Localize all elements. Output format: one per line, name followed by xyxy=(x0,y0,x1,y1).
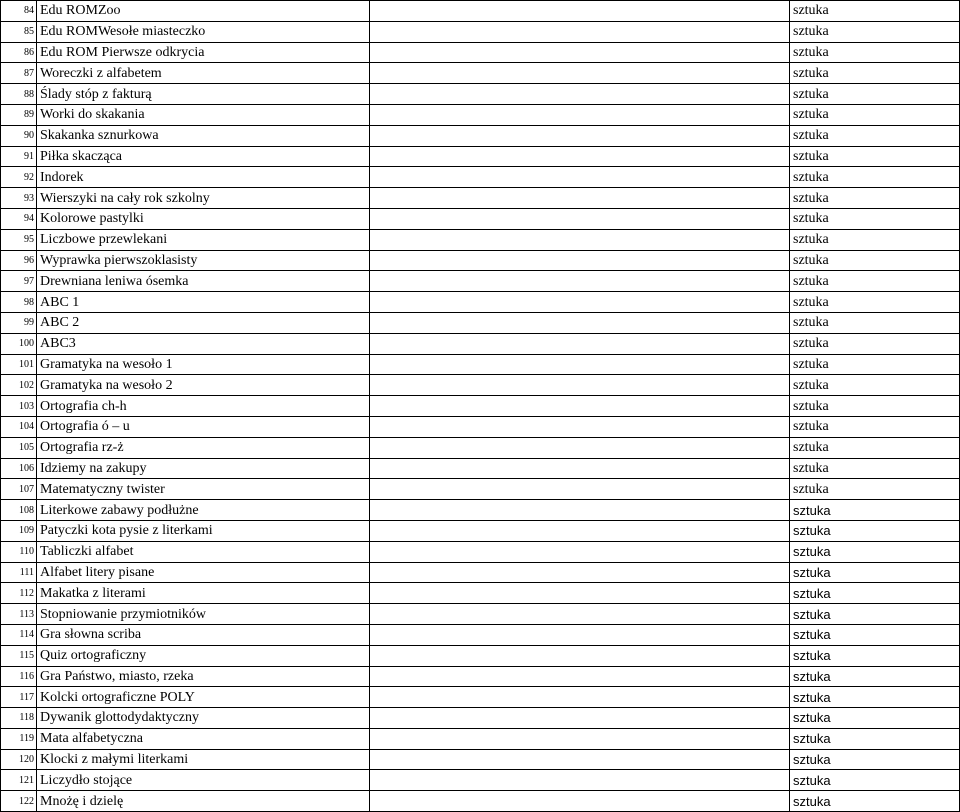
item-name: Gra Państwo, miasto, rzeka xyxy=(37,666,370,687)
item-name: Ortografia ch-h xyxy=(37,396,370,417)
item-unit: sztuka xyxy=(790,167,960,188)
item-unit: sztuka xyxy=(790,146,960,167)
item-unit: sztuka xyxy=(790,541,960,562)
table-row xyxy=(1,354,960,375)
row-number: 97 xyxy=(1,271,37,292)
item-name: Quiz ortograficzny xyxy=(37,645,370,666)
table-row xyxy=(1,541,960,562)
table-row xyxy=(1,125,960,146)
item-name: Tabliczki alfabet xyxy=(37,541,370,562)
item-name: Matematyczny twister xyxy=(37,479,370,500)
row-number: 89 xyxy=(1,104,37,125)
table-row xyxy=(1,396,960,417)
empty-cell xyxy=(370,271,790,292)
empty-cell xyxy=(370,208,790,229)
row-number: 122 xyxy=(1,791,37,812)
row-number: 85 xyxy=(1,21,37,42)
table-row xyxy=(1,146,960,167)
item-name: Kolorowe pastylki xyxy=(37,208,370,229)
table-row xyxy=(1,229,960,250)
empty-cell xyxy=(370,354,790,375)
table-row xyxy=(1,104,960,125)
item-unit: sztuka xyxy=(790,1,960,22)
empty-cell xyxy=(370,749,790,770)
row-number: 96 xyxy=(1,250,37,271)
row-number: 105 xyxy=(1,437,37,458)
item-name: Ślady stóp z fakturą xyxy=(37,84,370,105)
row-number: 98 xyxy=(1,292,37,313)
row-number: 99 xyxy=(1,312,37,333)
item-unit: sztuka xyxy=(790,749,960,770)
item-unit: sztuka xyxy=(790,208,960,229)
item-name: Makatka z literami xyxy=(37,583,370,604)
table-row xyxy=(1,188,960,209)
empty-cell xyxy=(370,437,790,458)
row-number: 87 xyxy=(1,63,37,84)
table-row xyxy=(1,21,960,42)
row-number: 94 xyxy=(1,208,37,229)
table-row xyxy=(1,624,960,645)
table-row xyxy=(1,749,960,770)
row-number: 111 xyxy=(1,562,37,583)
item-name: Gra słowna scriba xyxy=(37,624,370,645)
item-name: ABC 1 xyxy=(37,292,370,313)
row-number: 104 xyxy=(1,416,37,437)
row-number: 88 xyxy=(1,84,37,105)
empty-cell xyxy=(370,229,790,250)
item-name: Edu ROMZoo xyxy=(37,1,370,22)
item-unit: sztuka xyxy=(790,520,960,541)
item-unit: sztuka xyxy=(790,604,960,625)
table-row xyxy=(1,562,960,583)
item-unit: sztuka xyxy=(790,250,960,271)
row-number: 112 xyxy=(1,583,37,604)
table-row xyxy=(1,604,960,625)
table-row xyxy=(1,500,960,521)
table-row xyxy=(1,687,960,708)
item-unit: sztuka xyxy=(790,500,960,521)
row-number: 107 xyxy=(1,479,37,500)
empty-cell xyxy=(370,583,790,604)
row-number: 113 xyxy=(1,604,37,625)
item-table-body xyxy=(1,1,960,812)
row-number: 91 xyxy=(1,146,37,167)
item-unit: sztuka xyxy=(790,624,960,645)
item-unit: sztuka xyxy=(790,333,960,354)
empty-cell xyxy=(370,520,790,541)
table-row xyxy=(1,479,960,500)
item-unit: sztuka xyxy=(790,728,960,749)
row-number: 116 xyxy=(1,666,37,687)
row-number: 119 xyxy=(1,728,37,749)
empty-cell xyxy=(370,396,790,417)
item-unit: sztuka xyxy=(790,437,960,458)
item-name: Indorek xyxy=(37,167,370,188)
empty-cell xyxy=(370,167,790,188)
empty-cell xyxy=(370,791,790,812)
item-name: Literkowe zabawy podłużne xyxy=(37,500,370,521)
empty-cell xyxy=(370,188,790,209)
item-name: Woreczki z alfabetem xyxy=(37,63,370,84)
item-name: Idziemy na zakupy xyxy=(37,458,370,479)
row-number: 117 xyxy=(1,687,37,708)
item-name: Liczbowe przewlekani xyxy=(37,229,370,250)
item-unit: sztuka xyxy=(790,666,960,687)
empty-cell xyxy=(370,666,790,687)
item-name: Skakanka sznurkowa xyxy=(37,125,370,146)
item-name: Mata alfabetyczna xyxy=(37,728,370,749)
item-name: Worki do skakania xyxy=(37,104,370,125)
empty-cell xyxy=(370,708,790,729)
item-unit: sztuka xyxy=(790,21,960,42)
row-number: 121 xyxy=(1,770,37,791)
row-number: 93 xyxy=(1,188,37,209)
empty-cell xyxy=(370,292,790,313)
empty-cell xyxy=(370,63,790,84)
item-name: Mnożę i dzielę xyxy=(37,791,370,812)
item-unit: sztuka xyxy=(790,645,960,666)
item-name: Dywanik glottodydaktyczny xyxy=(37,708,370,729)
empty-cell xyxy=(370,624,790,645)
empty-cell xyxy=(370,604,790,625)
item-unit: sztuka xyxy=(790,354,960,375)
item-name: Liczydło stojące xyxy=(37,770,370,791)
empty-cell xyxy=(370,125,790,146)
item-unit: sztuka xyxy=(790,458,960,479)
item-name: Stopniowanie przymiotników xyxy=(37,604,370,625)
item-unit: sztuka xyxy=(790,63,960,84)
table-row xyxy=(1,1,960,22)
item-name: Gramatyka na wesoło 2 xyxy=(37,375,370,396)
row-number: 102 xyxy=(1,375,37,396)
empty-cell xyxy=(370,770,790,791)
empty-cell xyxy=(370,645,790,666)
table-row xyxy=(1,208,960,229)
empty-cell xyxy=(370,333,790,354)
item-name: Ortografia rz-ż xyxy=(37,437,370,458)
table-row xyxy=(1,708,960,729)
empty-cell xyxy=(370,479,790,500)
item-unit: sztuka xyxy=(790,104,960,125)
table-row xyxy=(1,84,960,105)
item-unit: sztuka xyxy=(790,229,960,250)
table-row xyxy=(1,333,960,354)
table-row xyxy=(1,250,960,271)
empty-cell xyxy=(370,21,790,42)
empty-cell xyxy=(370,104,790,125)
row-number: 84 xyxy=(1,1,37,22)
empty-cell xyxy=(370,562,790,583)
row-number: 95 xyxy=(1,229,37,250)
item-unit: sztuka xyxy=(790,292,960,313)
empty-cell xyxy=(370,1,790,22)
row-number: 108 xyxy=(1,500,37,521)
empty-cell xyxy=(370,458,790,479)
row-number: 86 xyxy=(1,42,37,63)
empty-cell xyxy=(370,312,790,333)
table-row xyxy=(1,292,960,313)
item-unit: sztuka xyxy=(790,42,960,63)
table-row xyxy=(1,63,960,84)
item-unit: sztuka xyxy=(790,687,960,708)
item-name: Edu ROMWesołe miasteczko xyxy=(37,21,370,42)
item-name: Edu ROM Pierwsze odkrycia xyxy=(37,42,370,63)
item-name: Piłka skacząca xyxy=(37,146,370,167)
table-row xyxy=(1,645,960,666)
row-number: 110 xyxy=(1,541,37,562)
empty-cell xyxy=(370,687,790,708)
row-number: 120 xyxy=(1,749,37,770)
item-name: Gramatyka na wesoło 1 xyxy=(37,354,370,375)
empty-cell xyxy=(370,728,790,749)
item-unit: sztuka xyxy=(790,583,960,604)
item-unit: sztuka xyxy=(790,562,960,583)
row-number: 92 xyxy=(1,167,37,188)
row-number: 118 xyxy=(1,708,37,729)
item-unit: sztuka xyxy=(790,479,960,500)
item-name: Alfabet litery pisane xyxy=(37,562,370,583)
item-name: ABC 2 xyxy=(37,312,370,333)
table-row xyxy=(1,791,960,812)
item-unit: sztuka xyxy=(790,396,960,417)
item-unit: sztuka xyxy=(790,188,960,209)
table-row xyxy=(1,437,960,458)
row-number: 115 xyxy=(1,645,37,666)
item-name: Ortografia ó – u xyxy=(37,416,370,437)
item-unit: sztuka xyxy=(790,791,960,812)
item-name: ABC3 xyxy=(37,333,370,354)
row-number: 90 xyxy=(1,125,37,146)
item-unit: sztuka xyxy=(790,312,960,333)
row-number: 103 xyxy=(1,396,37,417)
row-number: 100 xyxy=(1,333,37,354)
item-name: Wyprawka pierwszoklasisty xyxy=(37,250,370,271)
row-number: 114 xyxy=(1,624,37,645)
item-name: Kolcki ortograficzne POLY xyxy=(37,687,370,708)
item-unit: sztuka xyxy=(790,375,960,396)
table-row xyxy=(1,42,960,63)
table-row xyxy=(1,583,960,604)
empty-cell xyxy=(370,250,790,271)
item-name: Drewniana leniwa ósemka xyxy=(37,271,370,292)
table-row xyxy=(1,666,960,687)
table-row xyxy=(1,167,960,188)
table-row xyxy=(1,770,960,791)
item-unit: sztuka xyxy=(790,271,960,292)
empty-cell xyxy=(370,416,790,437)
item-name: Wierszyki na cały rok szkolny xyxy=(37,188,370,209)
empty-cell xyxy=(370,84,790,105)
row-number: 109 xyxy=(1,520,37,541)
item-unit: sztuka xyxy=(790,416,960,437)
item-unit: sztuka xyxy=(790,84,960,105)
row-number: 106 xyxy=(1,458,37,479)
item-name: Patyczki kota pysie z literkami xyxy=(37,520,370,541)
item-name: Klocki z małymi literkami xyxy=(37,749,370,770)
table-row xyxy=(1,271,960,292)
item-unit: sztuka xyxy=(790,125,960,146)
empty-cell xyxy=(370,500,790,521)
item-unit: sztuka xyxy=(790,708,960,729)
empty-cell xyxy=(370,375,790,396)
table-row xyxy=(1,520,960,541)
table-row xyxy=(1,458,960,479)
table-row xyxy=(1,312,960,333)
table-row xyxy=(1,375,960,396)
empty-cell xyxy=(370,42,790,63)
item-unit: sztuka xyxy=(790,770,960,791)
row-number: 101 xyxy=(1,354,37,375)
empty-cell xyxy=(370,146,790,167)
table-row xyxy=(1,416,960,437)
empty-cell xyxy=(370,541,790,562)
table-row xyxy=(1,728,960,749)
